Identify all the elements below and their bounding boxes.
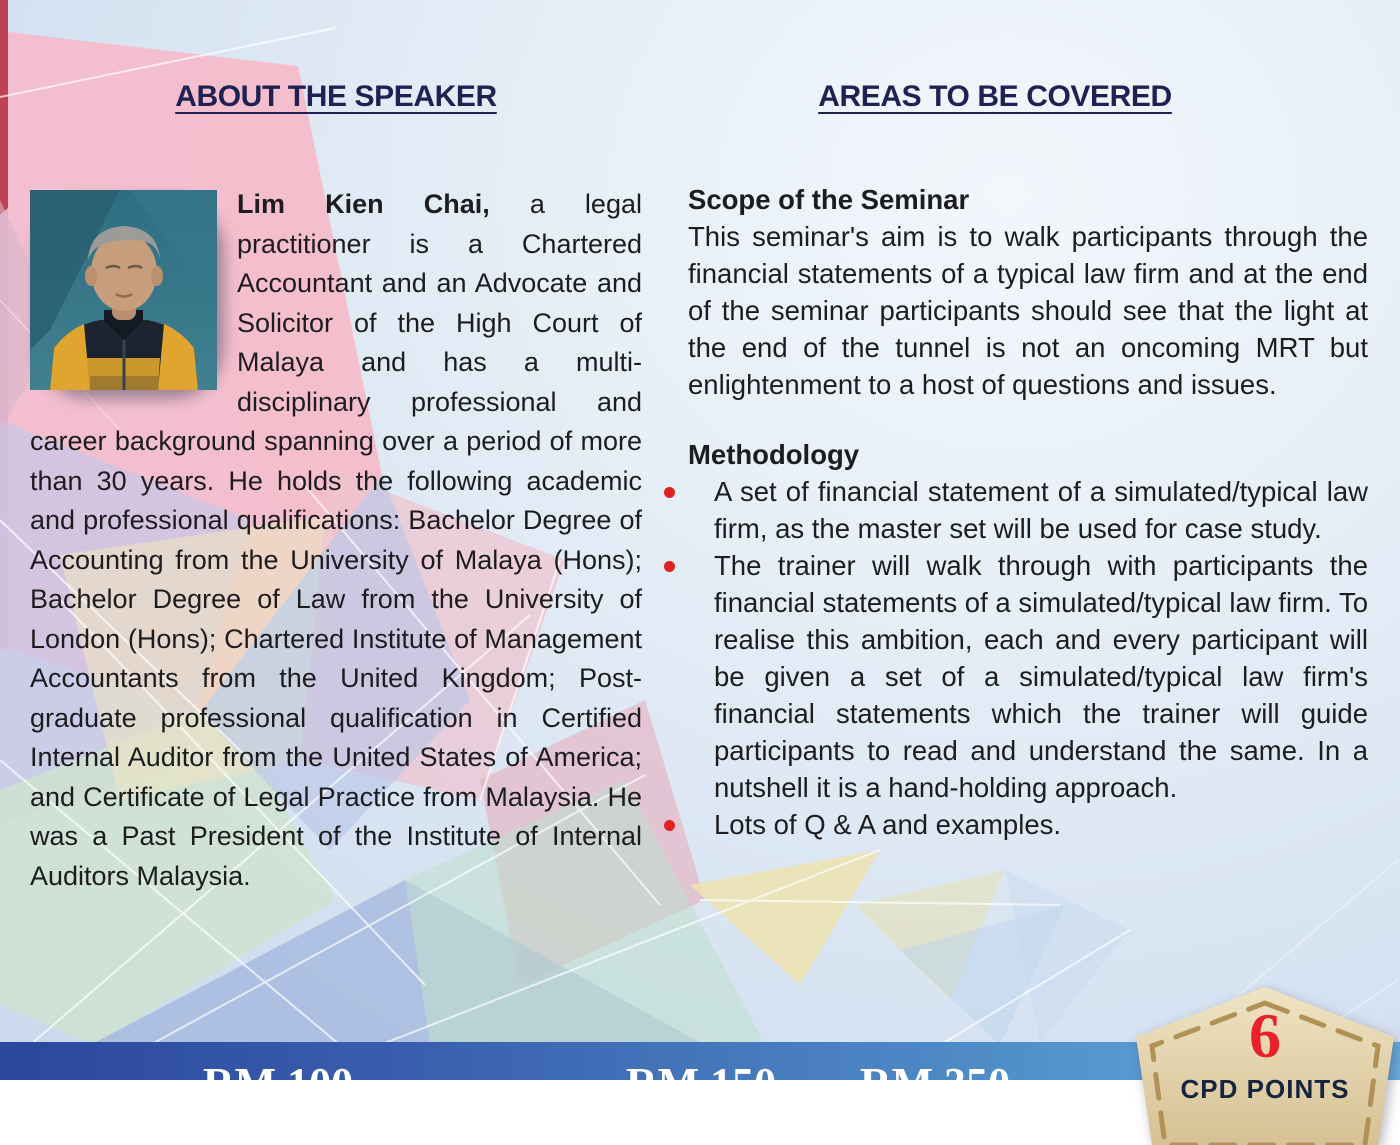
list-item bbox=[688, 547, 1368, 806]
list-item bbox=[688, 806, 1368, 843]
areas-covered-heading: AREAS TO BE COVERED bbox=[818, 80, 1172, 113]
list-item-text: Lots of Q & A and examples. bbox=[714, 809, 1062, 840]
bullet-dot-icon bbox=[664, 487, 675, 498]
speaker-portrait-art bbox=[30, 190, 217, 390]
scope-body: This seminar's aim is to walk participants through the financial statements of a typical law firm and at the end of the seminar participants should see that the light at the end of the tunnel is not an oncoming MRT but enlightenment to a host of questions and issues. bbox=[688, 221, 1368, 400]
bullet-dot-icon bbox=[664, 820, 675, 831]
bullet-dot-icon bbox=[664, 561, 675, 572]
methodology-title: Methodology bbox=[688, 439, 860, 470]
list-item-text: A set of financial statement of a simulated/typical law firm, as the master set will be used for case study. bbox=[714, 476, 1368, 544]
methodology-list bbox=[688, 473, 1368, 843]
speaker-bio bbox=[30, 185, 642, 896]
scope-title: Scope of the Seminar bbox=[688, 184, 970, 215]
cpd-points-number: 6 bbox=[1249, 1000, 1281, 1071]
cpd-points-label: CPD POINTS bbox=[1180, 1074, 1350, 1104]
speaker-photo bbox=[30, 190, 217, 390]
about-speaker-heading: ABOUT THE SPEAKER bbox=[175, 80, 497, 113]
price-rm150: RM 150 bbox=[625, 1059, 777, 1108]
price-rm350: RM 350 bbox=[859, 1059, 1011, 1108]
price-rm100: RM 100 bbox=[202, 1059, 354, 1108]
speaker-bio-text: a legal practitioner is a Chartered Accountant and an Advocate and Solicitor of the High Court of Malaya and has a multi-disciplinary professional and career background spanning over a period of more than 30 years. He holds the following academic and professional qualifications: Bachelor Degree of Accounting from the University of Malaya (Hons); Bachelor Degree of Law from the University of London (Hons); Chartered Institute of Management Accountants from the United Kingdom; Post-graduate professional qualification in Certified Internal Auditor from the United States of America; and Certificate of Legal Practice from Malaysia. He was a Past President of the Institute of Internal Auditors Malaysia. bbox=[30, 189, 642, 891]
cpd-points-badge bbox=[1132, 985, 1398, 1145]
list-item-text: The trainer will walk through with participants the financial statements of a simulated/typical law firm. To realise this ambition, each and every participant will be given a set of a simulated/typical law firm's financial statements which the trainer will guide participants to read and understand the same. In a nutshell it is a hand-holding approach. bbox=[714, 550, 1368, 803]
areas-covered-content bbox=[688, 181, 1368, 843]
list-item bbox=[688, 473, 1368, 547]
speaker-name: Lim Kien Chai, bbox=[237, 189, 490, 219]
